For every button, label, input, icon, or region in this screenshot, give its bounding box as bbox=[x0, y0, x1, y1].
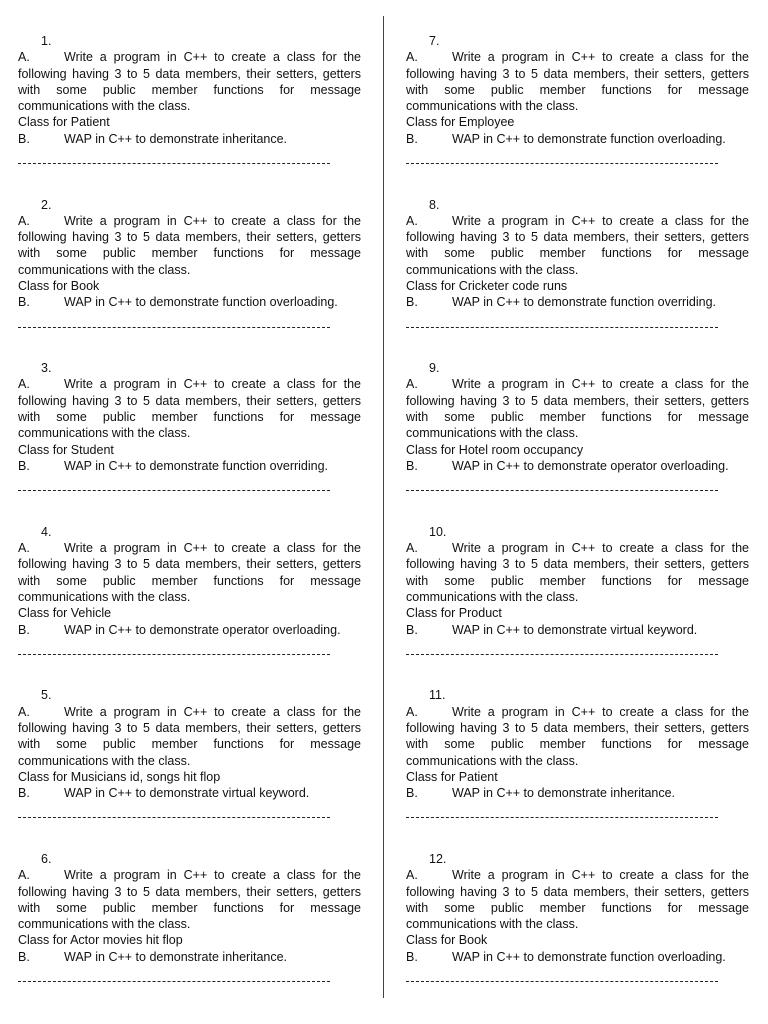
part-a-text-1: Write a program in C++ to create a class for the bbox=[452, 213, 749, 228]
part-a-line-2: following having 3 to 5 data members, their setters, getters bbox=[18, 393, 361, 408]
question-number: 1. bbox=[41, 34, 52, 48]
question-number: 6. bbox=[41, 851, 52, 866]
class-line: Class for Employee bbox=[406, 115, 515, 130]
part-a-line-1 bbox=[18, 376, 361, 392]
part-b-line bbox=[18, 131, 361, 147]
part-a-label: A. bbox=[406, 868, 418, 883]
class-line: Class for Patient bbox=[18, 115, 110, 130]
part-a-line-4: communications with the class. bbox=[18, 917, 191, 932]
column-divider bbox=[383, 16, 384, 998]
part-a-label: A. bbox=[18, 541, 30, 556]
part-a-line-1 bbox=[406, 213, 749, 229]
part-a-line-3: with some public member functions for message bbox=[406, 82, 749, 97]
part-b-text: WAP in C++ to demonstrate operator overloading. bbox=[452, 458, 729, 473]
part-a-text-1: Write a program in C++ to create a class for the bbox=[64, 50, 361, 65]
part-a-line-1 bbox=[18, 540, 361, 556]
part-a-label: A. bbox=[406, 213, 418, 228]
part-a-label: A. bbox=[18, 704, 30, 719]
part-b-label: B. bbox=[406, 786, 418, 801]
part-a-line-2: following having 3 to 5 data members, their setters, getters bbox=[18, 230, 361, 245]
part-a-line-1 bbox=[18, 867, 361, 883]
question-block bbox=[18, 687, 361, 851]
part-a-text-1: Write a program in C++ to create a class for the bbox=[64, 868, 361, 883]
question-block bbox=[406, 360, 749, 524]
question-block bbox=[18, 197, 361, 361]
part-a-line-3: with some public member functions for message bbox=[18, 246, 361, 261]
question-number: 12. bbox=[429, 851, 447, 866]
part-a-text-1: Write a program in C++ to create a class for the bbox=[64, 704, 361, 719]
part-a-line-1 bbox=[406, 376, 749, 392]
part-b-line bbox=[406, 949, 749, 965]
dashed-separator bbox=[406, 981, 718, 982]
part-a-line-1 bbox=[406, 867, 749, 883]
part-a-line-3: with some public member functions for message bbox=[406, 246, 749, 261]
part-a-label: A. bbox=[406, 377, 418, 392]
class-line: Class for Actor movies hit flop bbox=[18, 933, 183, 948]
question-block bbox=[406, 33, 749, 197]
class-line: Class for Book bbox=[406, 933, 488, 948]
part-a-text-1: Write a program in C++ to create a class for the bbox=[452, 704, 749, 719]
part-b-line bbox=[406, 785, 749, 801]
part-b-line bbox=[18, 785, 361, 801]
question-block bbox=[406, 687, 749, 851]
part-b-text: WAP in C++ to demonstrate inheritance. bbox=[452, 786, 676, 801]
part-b-text: WAP in C++ to demonstrate inheritance. bbox=[64, 131, 288, 146]
part-a-label: A. bbox=[18, 868, 30, 883]
question-block bbox=[406, 851, 749, 1015]
question-block bbox=[18, 33, 361, 197]
class-line: Class for Hotel room occupancy bbox=[406, 442, 584, 457]
class-line: Class for Musicians id, songs hit flop bbox=[18, 769, 221, 784]
part-b-text: WAP in C++ to demonstrate function overloading. bbox=[64, 295, 338, 310]
part-b-text: WAP in C++ to demonstrate operator overloading. bbox=[64, 622, 341, 637]
part-b-label: B. bbox=[18, 622, 30, 637]
part-a-line-1 bbox=[406, 49, 749, 65]
class-line: Class for Patient bbox=[406, 769, 498, 784]
part-b-line bbox=[406, 458, 749, 474]
part-a-line-3: with some public member functions for message bbox=[18, 737, 361, 752]
part-a-line-3: with some public member functions for message bbox=[18, 573, 361, 588]
part-b-text: WAP in C++ to demonstrate inheritance. bbox=[64, 949, 288, 964]
right-column bbox=[406, 33, 749, 1015]
dashed-separator bbox=[18, 654, 330, 655]
dashed-separator bbox=[18, 817, 330, 818]
dashed-separator bbox=[18, 981, 330, 982]
part-a-label: A. bbox=[18, 50, 30, 65]
question-number: 5. bbox=[41, 688, 52, 703]
class-line: Class for Student bbox=[18, 442, 114, 457]
part-a-line-3: with some public member functions for message bbox=[406, 573, 749, 588]
part-b-line bbox=[18, 458, 361, 474]
dashed-separator bbox=[406, 327, 718, 328]
part-b-label: B. bbox=[18, 949, 30, 964]
dashed-separator bbox=[406, 817, 718, 818]
part-b-line bbox=[406, 294, 749, 310]
part-b-label: B. bbox=[406, 295, 418, 310]
part-a-line-2: following having 3 to 5 data members, their setters, getters bbox=[406, 230, 749, 245]
question-number: 8. bbox=[429, 197, 440, 212]
class-line: Class for Book bbox=[18, 279, 100, 294]
part-a-line-2: following having 3 to 5 data members, their setters, getters bbox=[18, 557, 361, 572]
part-b-text: WAP in C++ to demonstrate function overloading. bbox=[452, 949, 726, 964]
part-a-line-3: with some public member functions for message bbox=[406, 410, 749, 425]
part-b-text: WAP in C++ to demonstrate function overloading. bbox=[452, 131, 726, 146]
part-a-line-3: with some public member functions for message bbox=[406, 737, 749, 752]
part-a-line-3: with some public member functions for message bbox=[406, 900, 749, 915]
part-a-line-2: following having 3 to 5 data members, their setters, getters bbox=[18, 884, 361, 899]
part-a-line-1 bbox=[406, 704, 749, 720]
part-b-label: B. bbox=[18, 786, 30, 801]
part-b-label: B. bbox=[406, 458, 418, 473]
part-a-line-2: following having 3 to 5 data members, their setters, getters bbox=[406, 720, 749, 735]
part-a-text-1: Write a program in C++ to create a class for the bbox=[452, 50, 749, 65]
question-number: 7. bbox=[429, 34, 440, 48]
question-number: 10. bbox=[429, 524, 447, 539]
dashed-separator bbox=[406, 490, 718, 491]
part-a-line-4: communications with the class. bbox=[406, 426, 579, 441]
question-block bbox=[18, 851, 361, 1015]
question-block bbox=[406, 524, 749, 688]
part-b-text: WAP in C++ to demonstrate virtual keyword. bbox=[452, 622, 698, 637]
part-a-label: A. bbox=[18, 213, 30, 228]
part-a-line-4: communications with the class. bbox=[18, 262, 191, 277]
part-b-label: B. bbox=[18, 458, 30, 473]
part-a-line-2: following having 3 to 5 data members, their setters, getters bbox=[406, 393, 749, 408]
part-a-line-1 bbox=[18, 704, 361, 720]
part-a-line-2: following having 3 to 5 data members, their setters, getters bbox=[406, 66, 749, 81]
left-column bbox=[18, 33, 361, 1015]
question-number: 4. bbox=[41, 524, 52, 539]
part-b-text: WAP in C++ to demonstrate function overriding. bbox=[452, 295, 717, 310]
dashed-separator bbox=[406, 654, 718, 655]
part-a-line-4: communications with the class. bbox=[406, 262, 579, 277]
part-a-label: A. bbox=[406, 704, 418, 719]
part-a-line-4: communications with the class. bbox=[406, 917, 579, 932]
question-block bbox=[406, 197, 749, 361]
part-a-line-4: communications with the class. bbox=[406, 753, 579, 768]
class-line: Class for Cricketer code runs bbox=[406, 279, 568, 294]
part-a-text-1: Write a program in C++ to create a class for the bbox=[64, 377, 361, 392]
part-b-line bbox=[18, 622, 361, 638]
dashed-separator bbox=[18, 490, 330, 491]
part-a-line-2: following having 3 to 5 data members, their setters, getters bbox=[406, 557, 749, 572]
part-b-text: WAP in C++ to demonstrate function overriding. bbox=[64, 458, 329, 473]
part-a-line-4: communications with the class. bbox=[406, 99, 579, 114]
question-block bbox=[18, 360, 361, 524]
part-b-label: B. bbox=[406, 622, 418, 637]
part-a-label: A. bbox=[18, 377, 30, 392]
part-a-line-4: communications with the class. bbox=[18, 589, 191, 604]
part-b-line bbox=[18, 294, 361, 310]
part-a-line-2: following having 3 to 5 data members, their setters, getters bbox=[18, 66, 361, 81]
part-a-label: A. bbox=[406, 50, 418, 65]
part-b-line bbox=[406, 622, 749, 638]
question-number: 9. bbox=[429, 361, 440, 376]
question-number: 2. bbox=[41, 197, 52, 212]
part-a-line-4: communications with the class. bbox=[18, 753, 191, 768]
part-a-line-4: communications with the class. bbox=[18, 426, 191, 441]
part-a-label: A. bbox=[406, 541, 418, 556]
part-a-line-3: with some public member functions for message bbox=[18, 410, 361, 425]
part-b-label: B. bbox=[18, 295, 30, 310]
part-a-line-2: following having 3 to 5 data members, their setters, getters bbox=[406, 884, 749, 899]
part-b-label: B. bbox=[406, 949, 418, 964]
part-b-line bbox=[18, 949, 361, 965]
part-b-text: WAP in C++ to demonstrate virtual keyword. bbox=[64, 786, 310, 801]
part-a-line-1 bbox=[18, 213, 361, 229]
part-a-text-1: Write a program in C++ to create a class for the bbox=[452, 868, 749, 883]
part-b-line bbox=[406, 131, 749, 147]
part-b-label: B. bbox=[406, 131, 418, 146]
part-a-line-3: with some public member functions for message bbox=[18, 900, 361, 915]
part-a-line-4: communications with the class. bbox=[406, 589, 579, 604]
part-a-text-1: Write a program in C++ to create a class for the bbox=[64, 213, 361, 228]
part-b-label: B. bbox=[18, 131, 30, 146]
dashed-separator bbox=[406, 163, 718, 164]
question-number: 11. bbox=[429, 688, 446, 703]
part-a-line-2: following having 3 to 5 data members, their setters, getters bbox=[18, 720, 361, 735]
class-line: Class for Product bbox=[406, 606, 502, 621]
part-a-line-4: communications with the class. bbox=[18, 99, 191, 114]
part-a-line-1 bbox=[18, 49, 361, 65]
dashed-separator bbox=[18, 163, 330, 164]
question-block bbox=[18, 524, 361, 688]
part-a-line-3: with some public member functions for message bbox=[18, 82, 361, 97]
class-line: Class for Vehicle bbox=[18, 606, 112, 621]
part-a-text-1: Write a program in C++ to create a class for the bbox=[64, 541, 361, 556]
part-a-text-1: Write a program in C++ to create a class for the bbox=[452, 377, 749, 392]
dashed-separator bbox=[18, 327, 330, 328]
part-a-text-1: Write a program in C++ to create a class for the bbox=[452, 541, 749, 556]
part-a-line-1 bbox=[406, 540, 749, 556]
question-number: 3. bbox=[41, 361, 52, 376]
